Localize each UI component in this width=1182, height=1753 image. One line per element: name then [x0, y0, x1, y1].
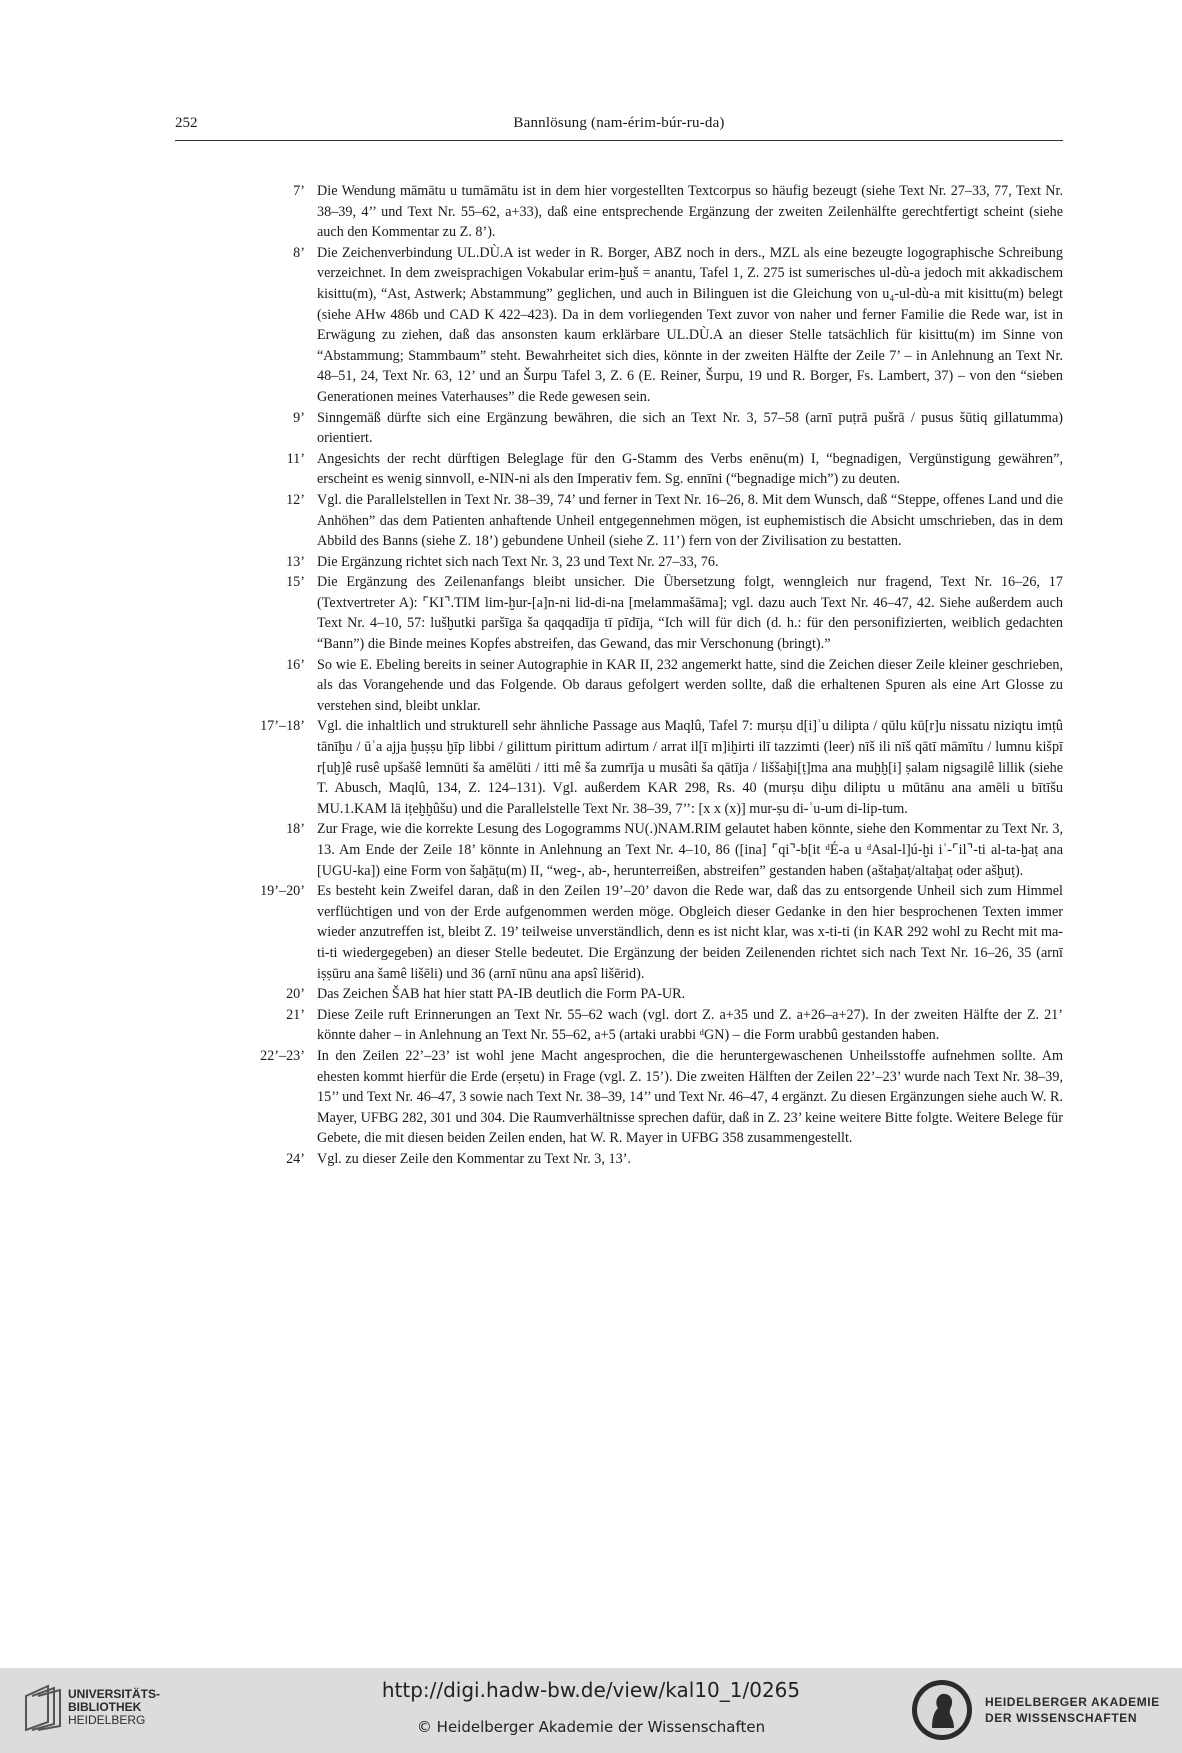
commentary-list [235, 181, 1063, 1170]
line-label: 12’ [286, 491, 305, 508]
commentary-entry [235, 655, 1063, 717]
line-label: 22’–23’ [260, 1047, 305, 1064]
commentary-entry [235, 490, 1063, 552]
commentary-entry [235, 1046, 1063, 1149]
academy-name-line: HEIDELBERGER AKADEMIE [985, 1695, 1160, 1709]
line-label: 17’–18’ [260, 718, 305, 735]
library-name-line: BIBLIOTHEK [68, 1700, 142, 1714]
line-label: 18’ [286, 821, 305, 838]
commentary-text: Vgl. zu dieser Zeile den Kommentar zu Text Nr. 3, 13’. [317, 1150, 631, 1167]
commentary-text: Vgl. die inhaltlich und strukturell sehr ähnliche Passage aus Maqlû, Tafel 7: murṣu d[i]ʾu dilipta / qūlu kū[r]u nissatu niziqtu imṭû tānīḫu / ūʾa ajja ḫuṣṣu ḫīp libbi / gilittum pirittum adirtum / arrat il[ī m]iḫirti ilī tazzimti (leer) nīš ili nīš qātī māmītu / lumnu kišpī r[uḫ]ê rusê upšašê lemnūti ša amēlūti / itti mê ša zumrīja u musâti ša qātīja / liššaḫi[ṭ]ma ana muḫḫ[i] ṣalam nigsagilê lillik (siehe T. Abusch, Maqlû, 134, Z. 124–131). Vgl. außerdem KAR 298, Rs. 40 (murṣu diḫu diliptu u mūtānu ana amēli u bītīšu MU.1.KAM lā iṭeḫḫûšu) und die Parallelstelle Text Nr. 38–39, 7’’: [x x (x)] mur-ṣu di-ʾu-um di-lip-tum. [317, 718, 1063, 817]
commentary-text: Zur Frage, wie die korrekte Lesung des Logogramms NU(.)NAM.RIM gelautet haben könnte, siehe den Kommentar zu Text Nr. 3, 13. Am Ende der Zeile 18’ könnte in Anlehnung an Text Nr. 4–10, 86 ([ina] ⌜qi⌝-b[it ᵈÉ-a u ᵈAsal-l]ú-ḫi iʾ-⌜il⌝-ti al-ta-ḫaṭ ana [UGU-ka]) eine Form von šaḫāṭu(m) II, “weg-, ab-, herunterreißen, abstreifen” gestanden haben (aštaḫaṭ/altaḫaṭ oder ašḫuṭ). [317, 821, 1063, 879]
line-label: 11’ [286, 450, 305, 467]
page-header [175, 112, 1063, 141]
commentary-text: Angesichts der recht dürftigen Beleglage für den G-Stamm des Verbs enēnu(m) I, “begnadigen, Vergünstigung gewähren”, erscheint es wenig sinnvoll, e-NIN-ni als den Imperativ fem. Sg. ennīni (“begnadige mich”) zu deuten. [317, 450, 1063, 488]
commentary-entry [235, 449, 1063, 490]
academy-seal-icon [910, 1678, 974, 1742]
commentary-text: Sinngemäß dürfte sich eine Ergänzung bewähren, die sich an Text Nr. 3, 57–58 (arnī puṭrā pušrā / pusus šūtiq gillatumma) orientiert. [317, 409, 1063, 447]
running-title: Bannlösung (nam-érim-búr-ru-da) [513, 115, 725, 131]
commentary-text: So wie E. Ebeling bereits in seiner Autographie in KAR II, 232 angemerkt hatte, sind die Zeichen dieser Zeile kleiner geschrieben, als das Vorangehende und das Folgende. Ob daraus gefolgert werden sollte, daß die erhaltenen Spuren als eine Art Glosse zu verstehen sind, bleibt unklar. [317, 656, 1063, 714]
library-name-line: HEIDELBERG [68, 1713, 146, 1727]
footer-bar [0, 1668, 1182, 1753]
commentary-entry [235, 716, 1063, 819]
commentary-entry [235, 243, 1063, 408]
commentary-entry [235, 572, 1063, 654]
line-label: 15’ [286, 574, 305, 591]
line-label: 13’ [286, 553, 305, 570]
commentary-text: Diese Zeile ruft Erinnerungen an Text Nr. 55–62 wach (vgl. dort Z. a+35 und Z. a+26–a+27). In der zweiten Hälfte der Z. 21’ könnte daher – in Anlehnung an Text Nr. 55–62, a+5 (artaki urabbi ᵈGN) – die Form urabbû gestanden haben. [317, 1006, 1063, 1044]
commentary-entry [235, 984, 1063, 1005]
page-number: 252 [175, 115, 198, 131]
commentary-entry [235, 819, 1063, 881]
commentary-text: Es besteht kein Zweifel daran, daß in den Zeilen 19’–20’ davon die Rede war, daß das zu entsorgende Unheil sich zum Himmel verflüchtigen und von der Erde aufgenommen werden möge. Obgleich dieser Gedanke in den hier besprochenen Texten immer wieder anzutreffen ist, bleibt Z. 19’ teilweise unverständlich, denn es ist nicht klar, was x-ti-ti (in KAR 292 wohl zu Recht mit ma-ti-ti wiedergegeben) an dieser Stelle bedeutet. Die Ergänzung der beiden Zeilenenden richtet sich nach Text Nr. 16–26, 35 (arnī iṣṣūru ana šamê lišēli) und 36 (arnī nūnu ana apsî lišērid). [317, 883, 1063, 982]
line-label: 7’ [293, 183, 305, 199]
commentary-text: Die Wendung māmātu u tumāmātu ist in dem hier vorgestellten Textcorpus so häufig bezeugt (siehe Text Nr. 27–33, 77, Text Nr. 38–39, 4’’ und Text Nr. 55–62, a+33), daß eine entsprechende Ergänzung der zweiten Zeilenhälfte gerechtfertigt scheint (siehe auch den Kommentar zu Z. 8’). [317, 183, 1063, 241]
line-label: 19’–20’ [260, 883, 305, 900]
commentary-text: Das Zeichen ŠAB hat hier statt PA-IB deutlich die Form PA-UR. [317, 986, 686, 1003]
commentary-text: Die Ergänzung des Zeilenanfangs bleibt unsicher. Die Übersetzung folgt, wenngleich nur fragend, Text Nr. 16–26, 17 (Textvertreter A): ⌜KI⌝.TIM lim-ḫur-[a]n-ni lid-di-na [melammašāma]; vgl. dazu auch Text Nr. 46–47, 42. Siehe außerdem auch Text Nr. 4–10, 57: lušḫutki paršīga ša qaqqadīja tī pīdīja, “Ich will für dich (d. h.: für den personifizierten, weiblich gedachten “Bann”) die Binde meines Kopfes abstreifen, das Gewand, das mir Verschonung (bringt).” [317, 574, 1063, 653]
line-label: 24’ [286, 1150, 305, 1167]
commentary-entry [235, 1149, 1063, 1170]
commentary-entry [235, 881, 1063, 984]
commentary-text: In den Zeilen 22’–23’ ist wohl jene Macht angesprochen, die die heruntergewaschenen Unheilsstoffe aufnehmen sollte. Am ehesten kommt hierfür die Erde (erṣetu) in Frage (vgl. Z. 15’). Die zweiten Hälften der Zeilen 22’–23’ wurde nach Text Nr. 38–39, 15’’ und Text Nr. 46–47, 3 sowie nach Text Nr. 38–39, 14’’ und Text Nr. 46–47, 4 ergänzt. Zu diesen Ergänzungen siehe auch W. R. Mayer, UFBG 282, 301 und 304. Die Raumverhältnisse sprechen dafür, daß in Z. 23’ keine weitere Bitte folgte. Weitere Belege für Gebete, die mit diesen beiden Zeilen enden, hat W. R. Mayer in UFBG 358 zusammengestellt. [317, 1047, 1063, 1147]
commentary-text: Die Zeichenverbindung UL.DÙ.A ist weder in R. Borger, ABZ noch in ders., MZL als eine bezeugte logographische Schreibung verzeichnet. In dem zweisprachigen Vokabular erim-ḫuš = anantu, Tafel 1, Z. 275 ist sumerisches ul-dù-a jedoch mit akkadischem kisittu(m), “Ast, Astwerk; Abstammung” geglichen, und auch in Bilinguen ist die Gleichung von u₄-ul-dù-a mit kisittu(m) belegt (siehe AHw 486b und CAD K 422–423). Da in dem vorliegenden Text zuvor von naher und ferner Familie die Rede war, ist in Erwägung zu ziehen, daß das ansonsten kaum erklärbare UL.DÙ.A an dieser Stelle tatsächlich für kisittu(m) im Sinne von “Abstammung; Stammbaum” steht. Bewahrheitet sich dies, könnte in der zweiten Hälfte der Zeile 7’ – in Anlehnung an Text Nr. 48–51, 24, Text Nr. 63, 12’ und an Šurpu Tafel 3, Z. 6 (E. Reiner, Šurpu, 19 und R. Borger, Fs. Lambert, 37) – von den “sieben Generationen meines Vaterhauses” die Rede gewesen sein. [317, 244, 1063, 405]
line-label: 9’ [293, 409, 305, 426]
library-name-line: UNIVERSITÄTS- [68, 1687, 161, 1701]
academy-name-line: DER WISSENSCHAFTEN [985, 1711, 1138, 1725]
commentary-entry [235, 408, 1063, 449]
copyright-notice: © Heidelberger Akademie der Wissenschaften [416, 1718, 766, 1736]
commentary-text: Die Ergänzung richtet sich nach Text Nr. 3, 23 und Text Nr. 27–33, 76. [317, 553, 719, 570]
academy-name [985, 1694, 1160, 1726]
line-label: 8’ [293, 244, 305, 261]
line-label: 21’ [286, 1006, 305, 1023]
line-label: 20’ [286, 986, 305, 1003]
line-label: 16’ [286, 656, 305, 673]
commentary-text: Vgl. die Parallelstellen in Text Nr. 38–39, 74’ und ferner in Text Nr. 16–26, 8. Mit dem Wunsch, daß “Steppe, offenes Land und die Anhöhen” das dem Patienten anhaftende Unheil entgegennehmen mögen, ist euphemistisch die Absicht umschrieben, das in dem Abbild des Banns (siehe Z. 18’) gebundene Unheil (siehe Z. 11’) fern von der Zivilisation zu bestatten. [317, 491, 1063, 550]
commentary-entry [235, 552, 1063, 573]
permalink-url[interactable]: http://digi.hadw-bw.de/view/kal10_1/0265 [381, 1678, 801, 1702]
commentary-entry [235, 181, 1063, 243]
commentary-entry [235, 1005, 1063, 1046]
